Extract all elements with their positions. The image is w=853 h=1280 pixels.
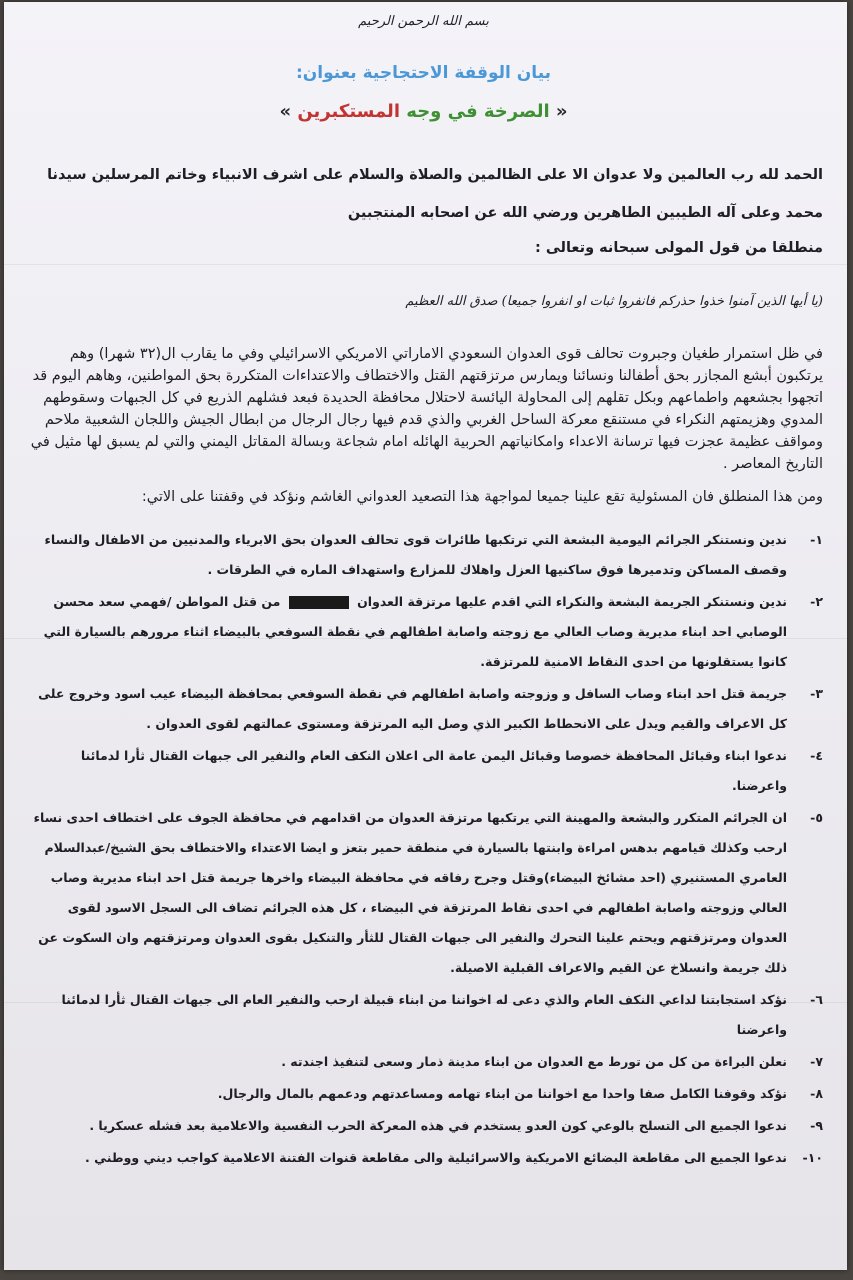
point-item bbox=[24, 525, 823, 585]
point-item bbox=[24, 1143, 823, 1173]
point-number: ٤- bbox=[810, 748, 823, 763]
slogan-close-quote: » bbox=[279, 101, 292, 122]
point-text-part-2: من قتل المواطن /فهمي سعد محسن الوصابي احد ابناء مديرية وصاب العالي مع زوجته واصابة اطفالهم في نقطة السوفعي بالبيضاء اثناء مرورهم بالسيارة التي كانوا يستقلونها من احدى النقاط الامنية للمرتزقة. bbox=[43, 594, 787, 669]
point-number: ٣- bbox=[810, 686, 823, 701]
point-text: نعلن البراءة من كل من تورط مع العدوان من ابناء مدينة ذمار وسعى لتنفيذ اجندته . bbox=[281, 1054, 787, 1069]
point-text: ندعوا ابناء وقبائل المحافظة خصوصا وقبائل اليمن عامة الى اعلان النكف العام والنفير الى جبهات القتال ثأرا لدمائنا واعرضنا. bbox=[80, 748, 787, 793]
point-text bbox=[24, 587, 787, 677]
point-text: نؤكد استجابتنا لداعي النكف العام والذي دعى له اخواننا من ابناء قبيلة ارحب والنفير العام الى جبهات القتال ثأرا لدمائنا واعرضنا bbox=[61, 992, 787, 1037]
point-text: نؤكد وقوفنا الكامل صفا واحدا مع اخواننا من ابناء تهامه ومساعدتهم ودعمهم بالمال والرجال. bbox=[217, 1086, 787, 1101]
point-text: ندعوا الجميع الى مقاطعة البضائع الامريكية والاسرائيلية والى مقاطعة قنوات الفتنة الاعلامية كواجب ديني ووطني . bbox=[84, 1150, 787, 1165]
slogan-part-1: الصرخة في وجه bbox=[406, 101, 550, 122]
point-number: ٢- bbox=[810, 594, 823, 609]
basmala: بسم الله الرحمن الرحيم bbox=[358, 14, 489, 29]
point-text: جريمة قتل احد ابناء وصاب السافل و وزوجته واصابة اطفالهم في نقطة السوفعي بمحافظة البيضاء عيب اسود وخروج على كل الاعراف والقيم ويدل على الانحطاط الكبير الذي وصل اليه المرتزقة ومستوى عمالتهم لقوى العدوان . bbox=[38, 686, 787, 731]
document-sheet bbox=[4, 2, 847, 1270]
point-number: ١٠- bbox=[802, 1150, 823, 1165]
point-number: ١- bbox=[810, 532, 823, 547]
points-lead: ومن هذا المنطلق فان المسئولية تقع علينا جميعا لمواجهة هذا التصعيد العدواني الغاشم ونؤكد في وقفتنا على الاتي: bbox=[141, 489, 823, 505]
point-item bbox=[24, 587, 823, 677]
point-number: ٨- bbox=[810, 1086, 823, 1101]
point-item bbox=[24, 803, 823, 983]
quran-verse: (يا أيها الذين آمنوا خذوا حذركم فانفروا ثبات او انفروا جميعا) صدق الله العظيم bbox=[405, 294, 823, 309]
point-number: ٧- bbox=[810, 1054, 823, 1069]
document-body bbox=[24, 14, 823, 1175]
point-item bbox=[24, 741, 823, 801]
point-number: ٥- bbox=[810, 810, 823, 825]
slogan-open-quote: « bbox=[555, 101, 568, 122]
point-item bbox=[24, 679, 823, 739]
context-paragraph: في ظل استمرار طغيان وجبروت تحالف قوى العدوان السعودي الاماراتي الامريكي الاسرائيلي وفي ما يقارب ال(٣٢ شهرا) وهم يرتكبون أبشع المجازر بحق أطفالنا ونسائنا ويمارس مرتزقتهم القتل والاختطاف والاعتداءات المتكررة بحق المواطنين، وهاهم اليوم قد اتجهوا بجشعهم واطماعهم وبكل تقلهم إلى المحاولة اليائسة لاحتلال محافظة الحديدة فبعد فشلهم الذريع في كل الجبهات وسقوطهم المدوي وهزيمتهم النكراء في مستنقع معركة الساحل الغربي والذي قدم فيها رجال الرجال من ابطال الجيش واللجان الشعبية ملاحم ومواقف عظيمة عجزت فيها ترسانة الاعداء وامكانياتهم الحربية الهائله امام شجاعة وبسالة المقاتل اليمني والتي لم يسبق لها مثيل في التاريخ المعاصر . bbox=[30, 346, 823, 472]
statement-points bbox=[24, 525, 823, 1173]
point-item bbox=[24, 1047, 823, 1077]
point-number: ٩- bbox=[810, 1118, 823, 1133]
point-text: ندعوا الجميع الى التسلح بالوعي كون العدو يستخدم في هذه المعركة الحرب النفسية والاعلامية بعد فشله عسكريا . bbox=[89, 1118, 787, 1133]
point-text: ندين ونستنكر الجرائم اليومية البشعة التي ترتكبها طائرات قوى تحالف العدوان بحق الابرياء والمدنيين من الاطفال والنساء وقصف المساكن وتدميرها فوق ساكنيها العزل واهلاك للمزارع واستهداف الماره في الطرقات . bbox=[44, 532, 787, 577]
slogan bbox=[24, 101, 823, 122]
point-text-part-1: ندين ونستنكر الجريمة البشعة والنكراء التي اقدم عليها مرتزقة العدوان bbox=[357, 594, 787, 609]
statement-title: بيان الوقفة الاحتجاجية بعنوان: bbox=[295, 63, 552, 83]
point-item bbox=[24, 985, 823, 1045]
verse-intro: منطلقا من قول المولى سبحانه وتعالى : bbox=[535, 240, 823, 256]
point-item bbox=[24, 1111, 823, 1141]
point-text: ان الجرائم المتكرر والبشعة والمهينة التي يرتكبها مرتزقة العدوان من اقدامهم في محافظة الجوف على اختطاف احدى نساء ارحب وكذلك قيامهم بدهس امراءة وابنتها بالسيارة في منطقة حمير بتعز و ايضا الاعتداء والاختطاف بحق الشيخ/عبدالسلام العامري المستنيري (احد مشائخ البيضاء)وقتل وجرح رفاقه في محافظة البيضاء واخرها جريمة قتل احد ابناء مديرية وصاب العالي وزوجته واصابة اطفالهم في احدى نقاط المرتزقة في البيضاء ، كل هذه الجرائم تضاف الى السجل الاسود لقوى العدوان ومرتزقتهم ويحتم علينا التحرك والنفير الى جبهات القتال للثأر والتنكيل بقوى العدوان ومرتزقتهم وان السكوت عن ذلك جريمة وانسلاخ عن القيم والاعراف القبلية الاصيلة. bbox=[33, 810, 787, 975]
point-number: ٦- bbox=[810, 992, 823, 1007]
slogan-part-2: المستكبرين bbox=[297, 101, 400, 122]
opening-praise: الحمد لله رب العالمين ولا عدوان الا على الظالمين والصلاة والسلام على اشرف الانبياء وخاتم المرسلين سيدنا محمد وعلى آله الطيبين الطاهرين ورضي الله عن اصحابه المنتجبين bbox=[47, 167, 823, 221]
point-item bbox=[24, 1079, 823, 1109]
redaction-block bbox=[289, 596, 349, 609]
